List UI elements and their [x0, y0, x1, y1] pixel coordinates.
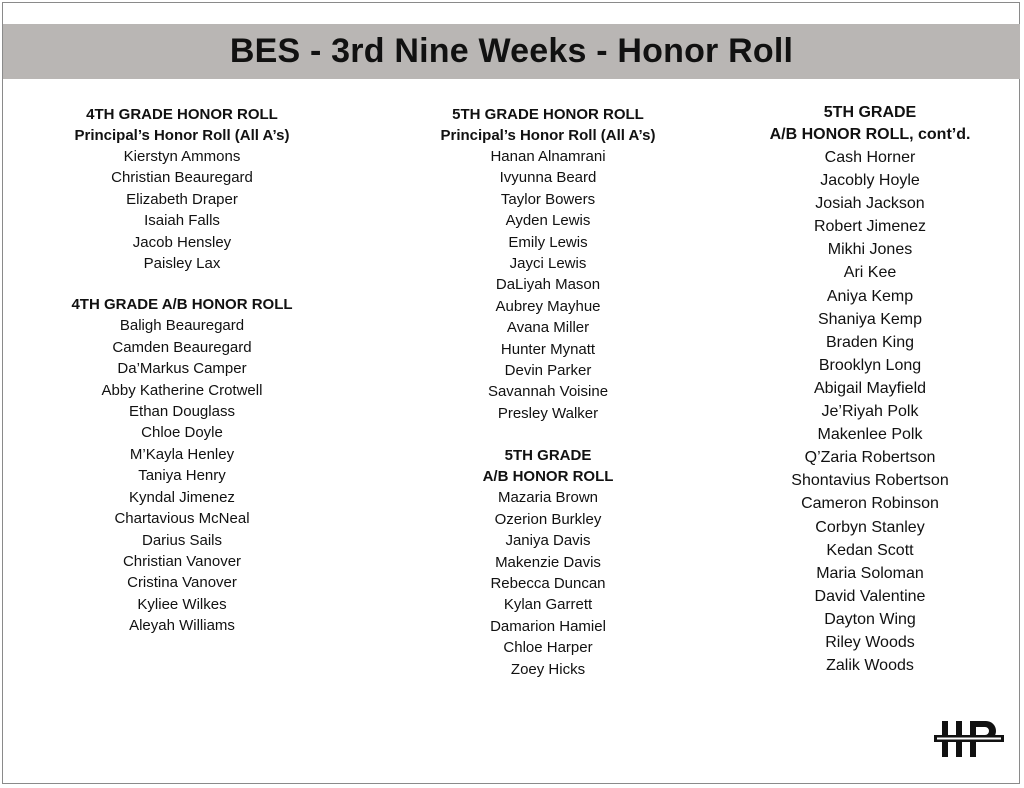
list-item: Jayci Lewis — [509, 255, 587, 273]
list-item: Zalik Woods — [826, 657, 914, 675]
section-heading: 4TH GRADE A/B HONOR ROLL — [71, 296, 293, 314]
list-item: Abby Katherine Crotwell — [101, 381, 263, 399]
list-item: Mikhi Jones — [827, 241, 913, 259]
list-item: Kedan Scott — [826, 541, 914, 559]
list-item: Ayden Lewis — [505, 212, 591, 230]
list-item: Ari Kee — [843, 264, 897, 282]
list-item: Christian Beauregard — [111, 169, 253, 187]
section-subheading: A/B HONOR ROLL, cont’d. — [769, 126, 971, 143]
list-item: Kierstyn Ammons — [123, 148, 241, 165]
list-item: Robert Jimenez — [813, 218, 927, 236]
list-item: Taylor Bowers — [500, 190, 596, 208]
list-item: Damarion Hamiel — [490, 617, 606, 635]
list-item: Shontavius Robertson — [791, 472, 949, 490]
list-item: Ethan Douglass — [129, 403, 235, 421]
list-item: Isaiah Falls — [144, 212, 220, 230]
list-item: DaLiyah Mason — [495, 276, 601, 294]
list-item: Taniya Henry — [138, 467, 226, 485]
list-item: Chartavious McNeal — [114, 510, 250, 528]
page-title: BES - 3rd Nine Weeks - Honor Roll — [229, 32, 794, 70]
list-item: Cash Horner — [824, 149, 916, 166]
list-item: Josiah Jackson — [815, 195, 925, 213]
list-item: Ivyunna Beard — [499, 169, 597, 187]
list-item: Zoey Hicks — [510, 660, 586, 678]
list-item: Da’Markus Camper — [117, 360, 247, 378]
list-item: Devin Parker — [504, 362, 592, 380]
list-item: Paisley Lax — [143, 255, 221, 273]
list-item: David Valentine — [814, 587, 926, 605]
list-item: Corbyn Stanley — [815, 518, 925, 536]
list-item: Q’Zaria Robertson — [804, 449, 936, 467]
list-item: Dayton Wing — [824, 610, 916, 628]
list-item: Je’Riyah Polk — [821, 403, 919, 421]
list-item: Avana Miller — [506, 319, 590, 337]
list-item: Cristina Vanover — [127, 574, 237, 592]
list-item: Makenzie Davis — [495, 553, 601, 571]
list-item: Aubrey Mayhue — [495, 297, 601, 315]
list-item: Braden King — [825, 333, 915, 351]
list-item: Aniya Kemp — [826, 287, 914, 305]
list-item: Savannah Voisine — [487, 383, 609, 401]
list-item: Maria Soloman — [816, 564, 924, 582]
list-item: Ozerion Burkley — [494, 510, 602, 528]
section-heading: 5TH GRADE — [823, 104, 917, 121]
list-item: Brooklyn Long — [818, 356, 922, 374]
list-item: Elizabeth Draper — [126, 190, 238, 208]
list-item: Kyndal Jimenez — [129, 488, 235, 506]
list-item: Aleyah Williams — [129, 617, 235, 635]
section-subheading: A/B HONOR ROLL — [482, 468, 614, 486]
column-5th-grade-contd — [720, 102, 1020, 677]
list-item: Hunter Mynatt — [500, 340, 596, 358]
list-item: Kylan Garrett — [503, 596, 593, 614]
list-item: Jacobly Hoyle — [820, 172, 920, 190]
list-item: Christian Vanover — [122, 552, 242, 570]
list-item: Cameron Robinson — [801, 495, 939, 513]
list-item: M’Kayla Henley — [129, 445, 235, 463]
column-5th-grade — [398, 104, 698, 680]
list-item: Chloe Harper — [503, 639, 593, 657]
list-item: Abigail Mayfield — [813, 379, 927, 397]
title-bar — [3, 24, 1020, 79]
list-item: Presley Walker — [497, 404, 599, 422]
list-item: Hanan Alnamrani — [490, 148, 606, 165]
section-heading: 4TH GRADE HONOR ROLL — [86, 106, 278, 123]
list-item: Mazaria Brown — [497, 489, 599, 507]
list-item: Rebecca Duncan — [490, 574, 606, 592]
hatchie-press-logo-icon — [934, 719, 1004, 759]
list-item: Emily Lewis — [508, 233, 588, 251]
section-subheading: Principal’s Honor Roll (All A’s) — [74, 127, 290, 144]
list-item: Riley Woods — [825, 633, 915, 651]
list-item: Jacob Hensley — [132, 233, 232, 251]
list-item: Baligh Beauregard — [119, 317, 245, 335]
section-heading: 5TH GRADE — [504, 447, 592, 465]
section-heading: 5TH GRADE HONOR ROLL — [452, 106, 644, 123]
list-item: Shaniya Kemp — [817, 310, 923, 328]
list-item: Darius Sails — [141, 531, 223, 549]
column-4th-grade — [32, 104, 332, 637]
section-subheading: Principal’s Honor Roll (All A’s) — [440, 127, 656, 144]
list-item: Kyliee Wilkes — [137, 595, 227, 613]
list-item: Makenlee Polk — [817, 426, 923, 444]
list-item: Camden Beauregard — [112, 338, 252, 356]
list-item: Janiya Davis — [505, 532, 591, 550]
list-item: Chloe Doyle — [141, 424, 223, 442]
